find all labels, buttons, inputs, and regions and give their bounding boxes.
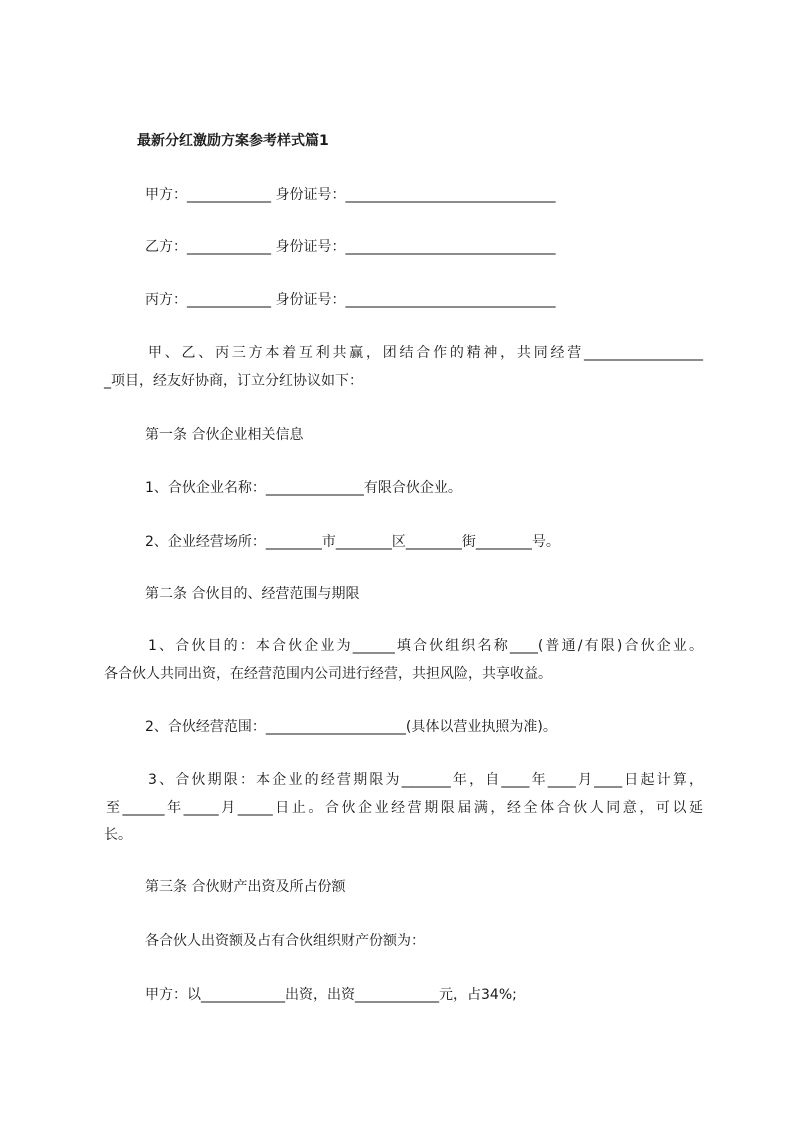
article2-item1-line-2: 各合伙人共同出资，在经营范围内公司进行经营，共担风险，共享收益。 xyxy=(104,666,552,682)
article2-item1-line-1: 1、合伙目的：本合伙企业为______填合伙组织名称____(普通/有限)合伙企业。 xyxy=(148,638,703,654)
article1-item1: 1、合伙企业名称：______________有限合伙企业。 xyxy=(145,480,462,496)
party-c-line: 丙方：____________ 身份证号：______________________________ xyxy=(145,292,556,308)
intro-paragraph-line-1: 甲、乙、丙三方本着互利共赢，团结合作的精神，共同经营_________________ xyxy=(148,345,703,361)
article2-item3-line-3: 长。 xyxy=(104,827,132,843)
article1-heading: 第一条 合伙企业相关信息 xyxy=(145,427,304,443)
intro-paragraph-line-2: _项目，经友好协商，订立分红协议如下： xyxy=(104,373,363,389)
document-title: 最新分红激励方案参考样式篇1 xyxy=(137,133,329,149)
article3-heading: 第三条 合伙财产出资及所占份额 xyxy=(145,879,346,895)
article3-party-a: 甲方：以____________出资，出资____________元，占34%; xyxy=(145,987,517,1003)
article2-item3-line-2: 至______年_____月_____日止。合伙企业经营期限届满，经全体合伙人同意，可以延 xyxy=(106,800,703,816)
article2-item3-line-1: 3、合伙期限：本企业的经营期限为_______年，自____年____月____日起计算， xyxy=(148,772,703,788)
party-a-line: 甲方：____________ 身份证号：______________________________ xyxy=(145,187,556,203)
article2-heading: 第二条 合伙目的、经营范围与期限 xyxy=(145,586,360,602)
article1-item2: 2、企业经营场所：________市________区________街________号。 xyxy=(145,534,560,550)
party-b-line: 乙方：____________ 身份证号：______________________________ xyxy=(145,239,556,255)
article3-intro: 各合伙人出资额及占有合伙组织财产份额为： xyxy=(145,933,425,949)
article2-item2: 2、合伙经营范围：____________________(具体以营业执照为准)。 xyxy=(145,719,557,735)
